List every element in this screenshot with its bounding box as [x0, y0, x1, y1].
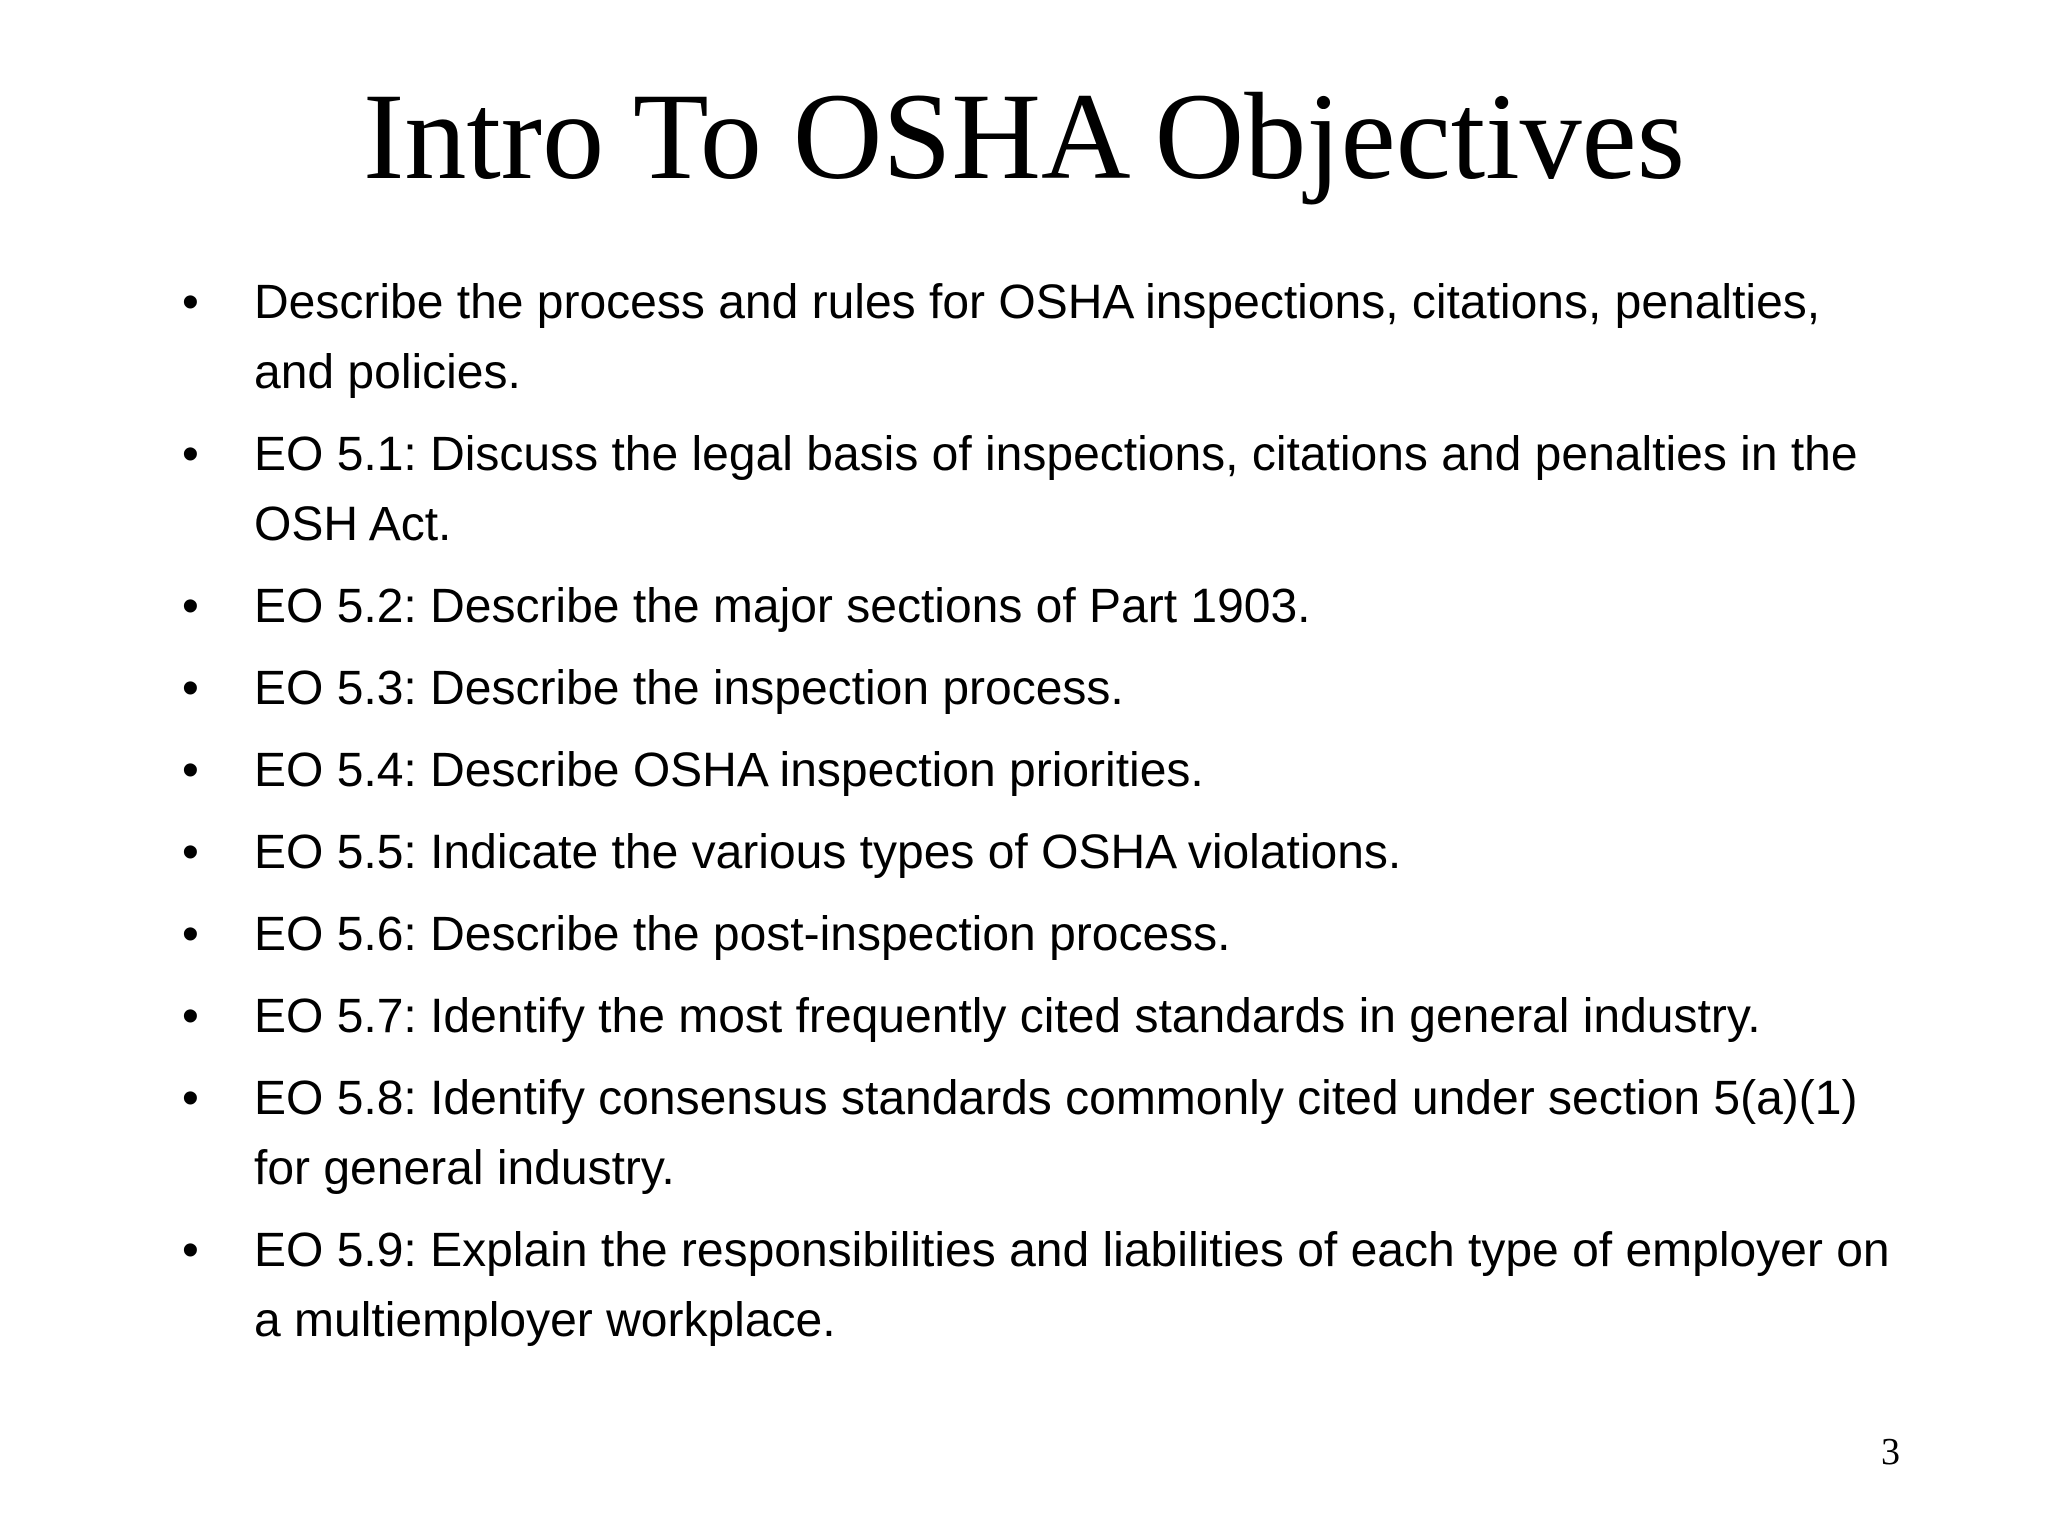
objective-text: EO 5.6: Describe the post-inspection process.	[254, 908, 1231, 961]
objective-text: Describe the process and rules for OSHA inspections, citations, penalties, and policies.	[254, 276, 1821, 399]
list-item	[0, 982, 2048, 1052]
bullet-icon: •	[182, 1224, 199, 1277]
objective-text: EO 5.9: Explain the responsibilities and liabilities of each type of employer on a multiemployer workplace.	[254, 1224, 1890, 1347]
objective-text: EO 5.7: Identify the most frequently cited standards in general industry.	[254, 990, 1761, 1043]
objective-text: EO 5.5: Indicate the various types of OSHA violations.	[254, 826, 1402, 879]
bullet-icon: •	[182, 662, 199, 715]
list-item	[0, 654, 2048, 724]
bullet-icon: •	[182, 908, 199, 961]
bullet-icon: •	[182, 744, 199, 797]
slide-title: Intro To OSHA Objectives	[363, 68, 1685, 205]
list-item	[0, 420, 2048, 560]
objective-text: EO 5.8: Identify consensus standards commonly cited under section 5(a)(1) for general industry.	[254, 1072, 1858, 1195]
objective-text: EO 5.4: Describe OSHA inspection priorities.	[254, 744, 1204, 797]
list-item	[0, 818, 2048, 888]
objective-text: EO 5.1: Discuss the legal basis of inspections, citations and penalties in the OSH Act.	[254, 428, 1858, 551]
bullet-icon: •	[182, 990, 199, 1043]
list-item	[0, 1216, 2048, 1356]
page-number: 3	[1881, 1431, 1900, 1473]
bullet-icon: •	[182, 1072, 199, 1125]
objective-text: EO 5.3: Describe the inspection process.	[254, 662, 1124, 715]
objective-list	[0, 268, 2048, 1368]
bullet-icon: •	[182, 428, 199, 481]
list-item	[0, 900, 2048, 970]
objective-text: EO 5.2: Describe the major sections of Part 1903.	[254, 580, 1311, 633]
list-item	[0, 736, 2048, 806]
list-item	[0, 1064, 2048, 1204]
list-item	[0, 572, 2048, 642]
list-item	[0, 268, 2048, 408]
bullet-icon: •	[182, 580, 199, 633]
bullet-icon: •	[182, 276, 199, 329]
bullet-icon: •	[182, 826, 199, 879]
